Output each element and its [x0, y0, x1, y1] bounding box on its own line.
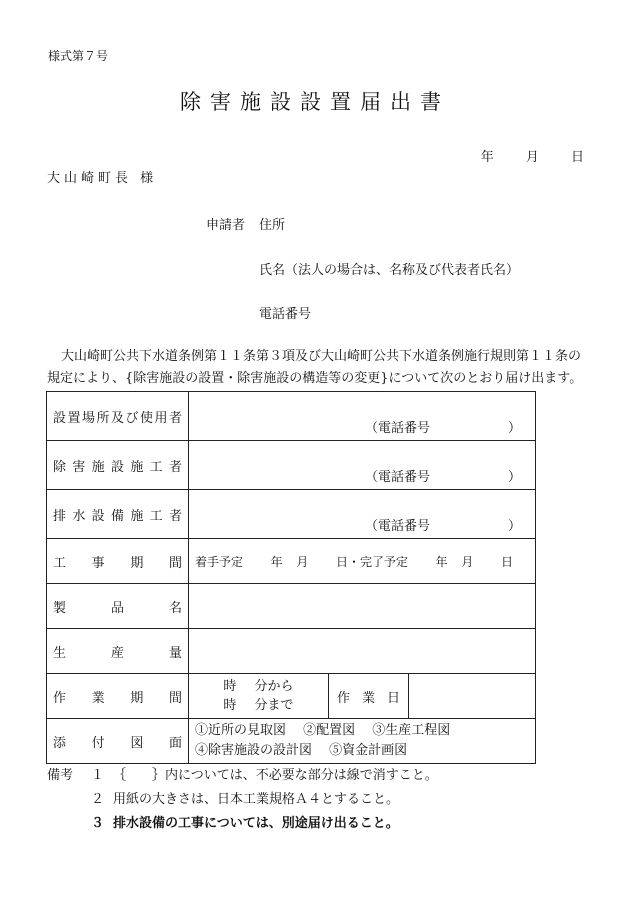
period-mid-label: 日・完了予定	[335, 554, 408, 569]
applicant-tel-label: 電話番号	[259, 307, 312, 322]
table-row	[47, 719, 536, 764]
tel-close: ）	[507, 470, 521, 485]
work-hours-field[interactable]	[189, 674, 329, 719]
addressee: 大山崎町長 様	[47, 171, 158, 186]
note-number: １	[91, 768, 105, 783]
period-end-label: 日	[500, 554, 513, 569]
note-text: ｛ ｝内については、不必要な部分は線で消すこと。	[113, 768, 438, 783]
note-item	[47, 812, 438, 836]
row-label: 製品名	[47, 584, 189, 629]
work-from: 時 分から	[223, 679, 294, 694]
attachments-line-2: ④除害施設の設計図 ⑤資金計画図	[195, 743, 408, 758]
table-row	[47, 674, 536, 719]
note-number: ２	[91, 792, 105, 807]
tel-label: （電話番号	[365, 470, 431, 485]
table-row	[47, 629, 536, 674]
work-to: 時 分まで	[223, 698, 294, 713]
table-row	[47, 539, 536, 584]
treatment-contractor-field[interactable]	[189, 441, 536, 490]
row-label: 生産量	[47, 629, 189, 674]
row-label: 作業期間	[47, 674, 189, 719]
table-row	[47, 441, 536, 490]
tel-close: ）	[507, 421, 521, 436]
construction-period-field[interactable]	[189, 539, 536, 584]
work-days-field[interactable]	[409, 674, 536, 719]
row-label: 除害施設施工者	[47, 441, 189, 490]
row-label: 工事期間	[47, 539, 189, 584]
date-field: 年 月 日	[480, 150, 584, 165]
attachments-field	[189, 719, 536, 764]
location-user-field[interactable]	[189, 392, 536, 441]
row-label: 添付図面	[47, 719, 189, 764]
note-text: 排水設備の工事については、別途届け出ること。	[113, 816, 399, 831]
work-days-label: 作業日	[329, 674, 409, 719]
period-start-ym: 年 月	[270, 554, 309, 569]
notification-table	[46, 391, 536, 764]
note-number: ３	[91, 816, 105, 831]
production-volume-field[interactable]	[189, 629, 536, 674]
applicant-address-label: 住所	[259, 218, 286, 233]
note-item	[47, 764, 438, 788]
note-item	[47, 788, 438, 812]
period-start-label: 着手予定	[195, 554, 244, 569]
row-label: 設置場所及び使用者	[47, 392, 189, 441]
table-row	[47, 392, 536, 441]
notes-prefix: 備考	[47, 768, 74, 783]
table-row	[47, 490, 536, 539]
attachments-line-1: ①近所の見取図 ②配置図 ③生産工程図	[195, 723, 451, 738]
product-name-field[interactable]	[189, 584, 536, 629]
form-number: 様式第７号	[48, 49, 109, 63]
applicant-label: 申請者	[206, 218, 246, 233]
tel-label: （電話番号	[365, 519, 431, 534]
drainage-contractor-field[interactable]	[189, 490, 536, 539]
body-text: 大山崎町公共下水道条例第１１条第３項及び大山崎町公共下水道条例施行規則第１１条の規定により、{除害施設の設置・除害施設の構造等の変更}について次のとおり届け出ます。	[47, 349, 583, 386]
applicant-name-label: 氏名（法人の場合は、名称及び代表者氏名）	[259, 263, 520, 278]
note-text: 用紙の大きさは、日本工業規格Ａ４とすること。	[113, 792, 400, 807]
row-label: 排水設備施工者	[47, 490, 189, 539]
tel-label: （電話番号	[365, 421, 431, 436]
period-end-ym: 年 月	[435, 554, 474, 569]
tel-close: ）	[507, 519, 521, 534]
document-title: 除害施設設置届出書	[180, 90, 450, 114]
table-row	[47, 584, 536, 629]
notes	[47, 764, 438, 836]
